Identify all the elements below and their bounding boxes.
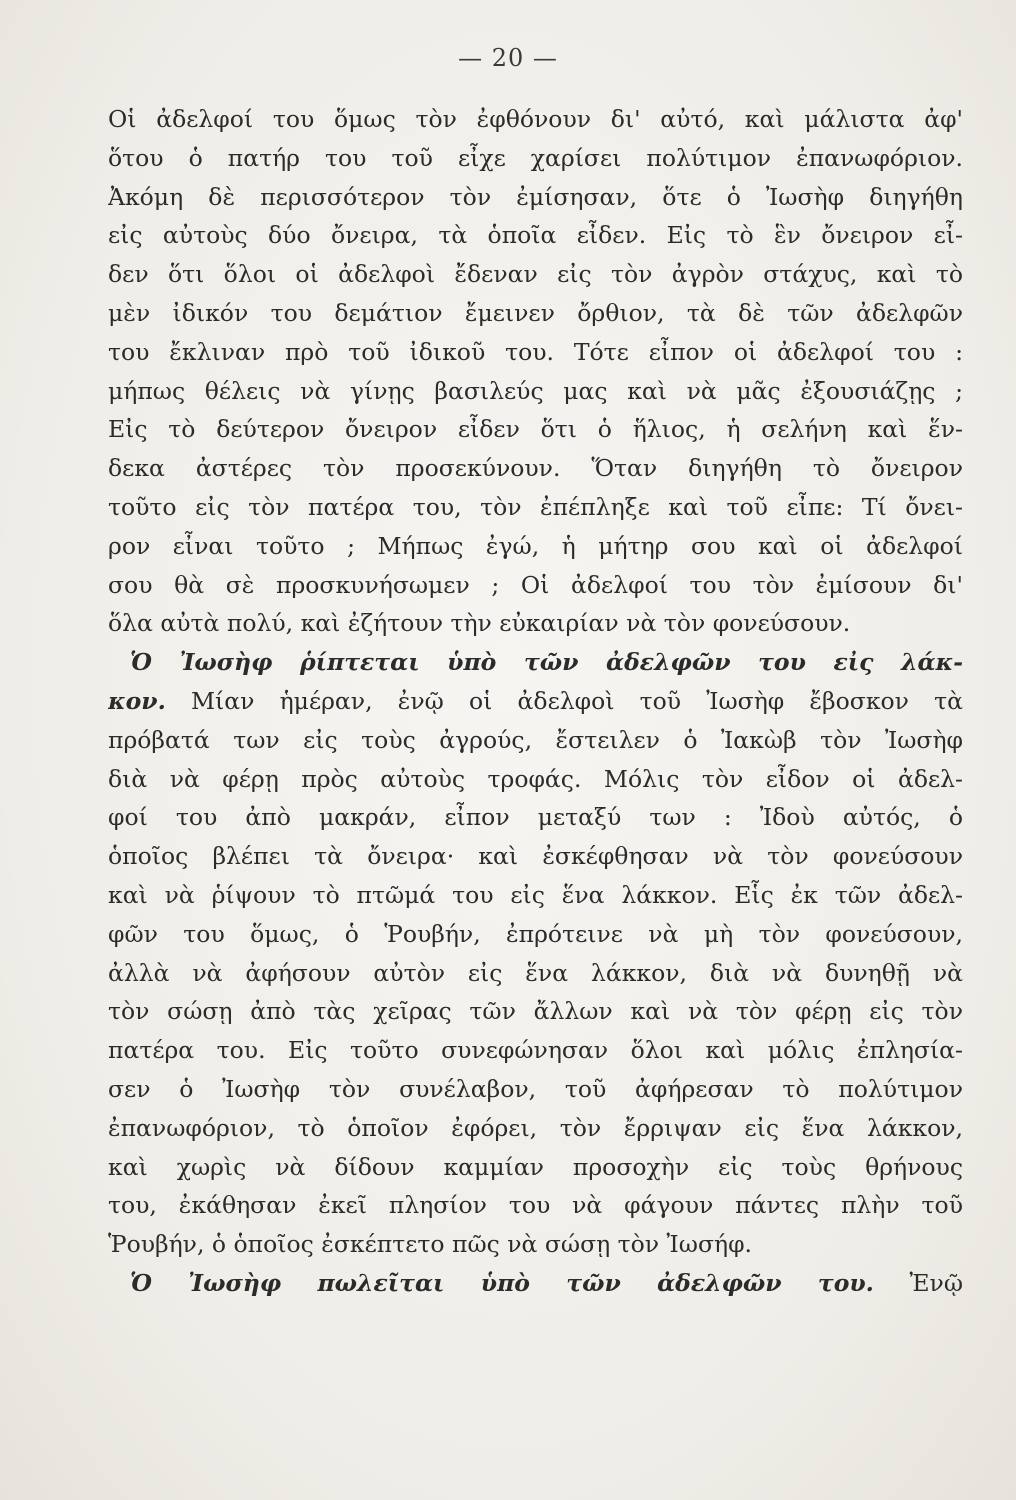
text-line: εἰς αὐτοὺς δύο ὄνειρα, τὰ ὁποῖα εἶδεν. Εἰς τὸ ἓν ὄνειρον εἶ- [108, 221, 963, 250]
text-line [108, 1264, 963, 1303]
text-line: Ἀκόμη δὲ περισσότερον τὸν ἐμίσησαν, ὅτε ὁ Ἰωσὴφ διηγήθη [108, 182, 963, 211]
text-line: φοί του ἀπὸ μακράν, εἶπον μεταξύ των : Ἰδοὺ αὐτός, ὁ [108, 803, 963, 832]
text-line: Οἱ ἀδελφοί του ὅμως τὸν ἐφθόνουν δι' αὐτό, καὶ μάλιστα ἀφ' [108, 105, 963, 133]
text-line: δεκα ἀστέρες τὸν προσεκύνουν. Ὅταν διηγήθη τὸ ὄνειρον [108, 454, 963, 483]
body-text [108, 100, 963, 1303]
text-line: ὁποῖος βλέπει τὰ ὄνειρα· καὶ ἐσκέφθησαν νὰ τὸν φονεύσουν [108, 842, 963, 871]
text-line: ὅλα αὐτὰ πολύ, καὶ ἐζήτουν τὴν εὐκαιρίαν νὰ τὸν φονεύσουν. [108, 609, 851, 638]
text-line: καὶ χωρὶς νὰ δίδουν καμμίαν προσοχὴν εἰς τοὺς θρήνους [108, 1152, 963, 1181]
text-line: ἀλλὰ νὰ ἀφήσουν αὐτὸν εἰς ἕνα λάκκον, διὰ νὰ δυνηθῇ νὰ [108, 958, 963, 987]
text-line: Ῥουβήν, ὁ ὁποῖος ἐσκέπτετο πῶς νὰ σώσῃ τὸν Ἰωσήφ. [108, 1230, 753, 1259]
text-span: Μίαν ἡμέραν, ἐνῷ οἱ ἀδελφοὶ τοῦ Ἰωσὴφ ἔβοσκον τὰ [165, 686, 963, 715]
text-line: πατέρα του. Εἰς τοῦτο συνεφώνησαν ὅλοι καὶ μόλις ἐπλησία- [108, 1036, 963, 1065]
text-span: Ἐνῷ [873, 1268, 963, 1297]
text-line: φῶν του ὅμως, ὁ Ῥουβήν, ἐπρότεινε νὰ μὴ τὸν φονεύσουν, [108, 919, 963, 948]
text-line: ἐπανωφόριον, τὸ ὁποῖον ἐφόρει, τὸν ἔρριψαν εἰς ἕνα λάκκον, [108, 1113, 963, 1142]
text-line: Εἰς τὸ δεύτερον ὄνειρον εἶδεν ὅτι ὁ ἥλιος, ἡ σελήνη καὶ ἕν- [108, 415, 963, 444]
text-line: διὰ νὰ φέρῃ πρὸς αὐτοὺς τροφάς. Μόλις τὸν εἶδον οἱ ἀδελ- [108, 764, 963, 793]
section-heading-1: Ὁ Ἰωσὴφ ῥίπτεται ὑπὸ τῶν ἀδελφῶν του εἰς λάκ- [130, 648, 963, 677]
text-line: ὅτου ὁ πατήρ του τοῦ εἶχε χαρίσει πολύτιμον ἐπανωφόριον. [108, 143, 963, 172]
text-line: μὲν ἰδικόν του δεμάτιον ἔμεινεν ὄρθιον, τὰ δὲ τῶν ἀδελφῶν [108, 298, 963, 327]
text-line: του, ἐκάθησαν ἐκεῖ πλησίον του νὰ φάγουν πάντες πλὴν τοῦ [108, 1191, 963, 1220]
text-line: τοῦτο εἰς τὸν πατέρα του, τὸν ἐπέπληξε καὶ τοῦ εἶπε: Τί ὄνει- [108, 492, 963, 521]
text-line: μήπως θέλεις νὰ γίνῃς βασιλεύς μας καὶ νὰ μᾶς ἐξουσιάζῃς ; [108, 376, 963, 405]
text-line: τὸν σώσῃ ἀπὸ τὰς χεῖρας τῶν ἄλλων καὶ νὰ τὸν φέρῃ εἰς τὸν [108, 997, 963, 1026]
text-line: του ἔκλιναν πρὸ τοῦ ἰδικοῦ του. Τότε εἶπον οἱ ἀδελφοί του : [108, 337, 963, 366]
text-line: σου θὰ σὲ προσκυνήσωμεν ; Οἱ ἀδελφοί του τὸν ἐμίσουν δι' [108, 570, 963, 599]
section-heading-1-tail: κον. [108, 686, 166, 715]
text-line: δεν ὅτι ὅλοι οἱ ἀδελφοὶ ἔδεναν εἰς τὸν ἀγρὸν στάχυς, καὶ τὸ [108, 260, 963, 289]
text-line: ρον εἶναι τοῦτο ; Μήπως ἐγώ, ἡ μήτηρ σου καὶ οἱ ἀδελφοί [108, 531, 963, 560]
text-line [108, 682, 963, 721]
section-heading-line [108, 643, 963, 682]
text-line: καὶ νὰ ῥίψουν τὸ πτῶμά του εἰς ἕνα λάκκον. Εἷς ἐκ τῶν ἀδελ- [108, 880, 963, 909]
text-line: πρόβατά των εἰς τοὺς ἀγρούς, ἔστειλεν ὁ Ἰακὼβ τὸν Ἰωσὴφ [108, 725, 963, 754]
section-heading-2: Ὁ Ἰωσὴφ πωλεῖται ὑπὸ τῶν ἀδελφῶν του. [130, 1268, 874, 1297]
page-number: — 20 — [458, 44, 558, 72]
text-line: σεν ὁ Ἰωσὴφ τὸν συνέλαβον, τοῦ ἀφήρεσαν τὸ πολύτιμον [108, 1074, 963, 1103]
